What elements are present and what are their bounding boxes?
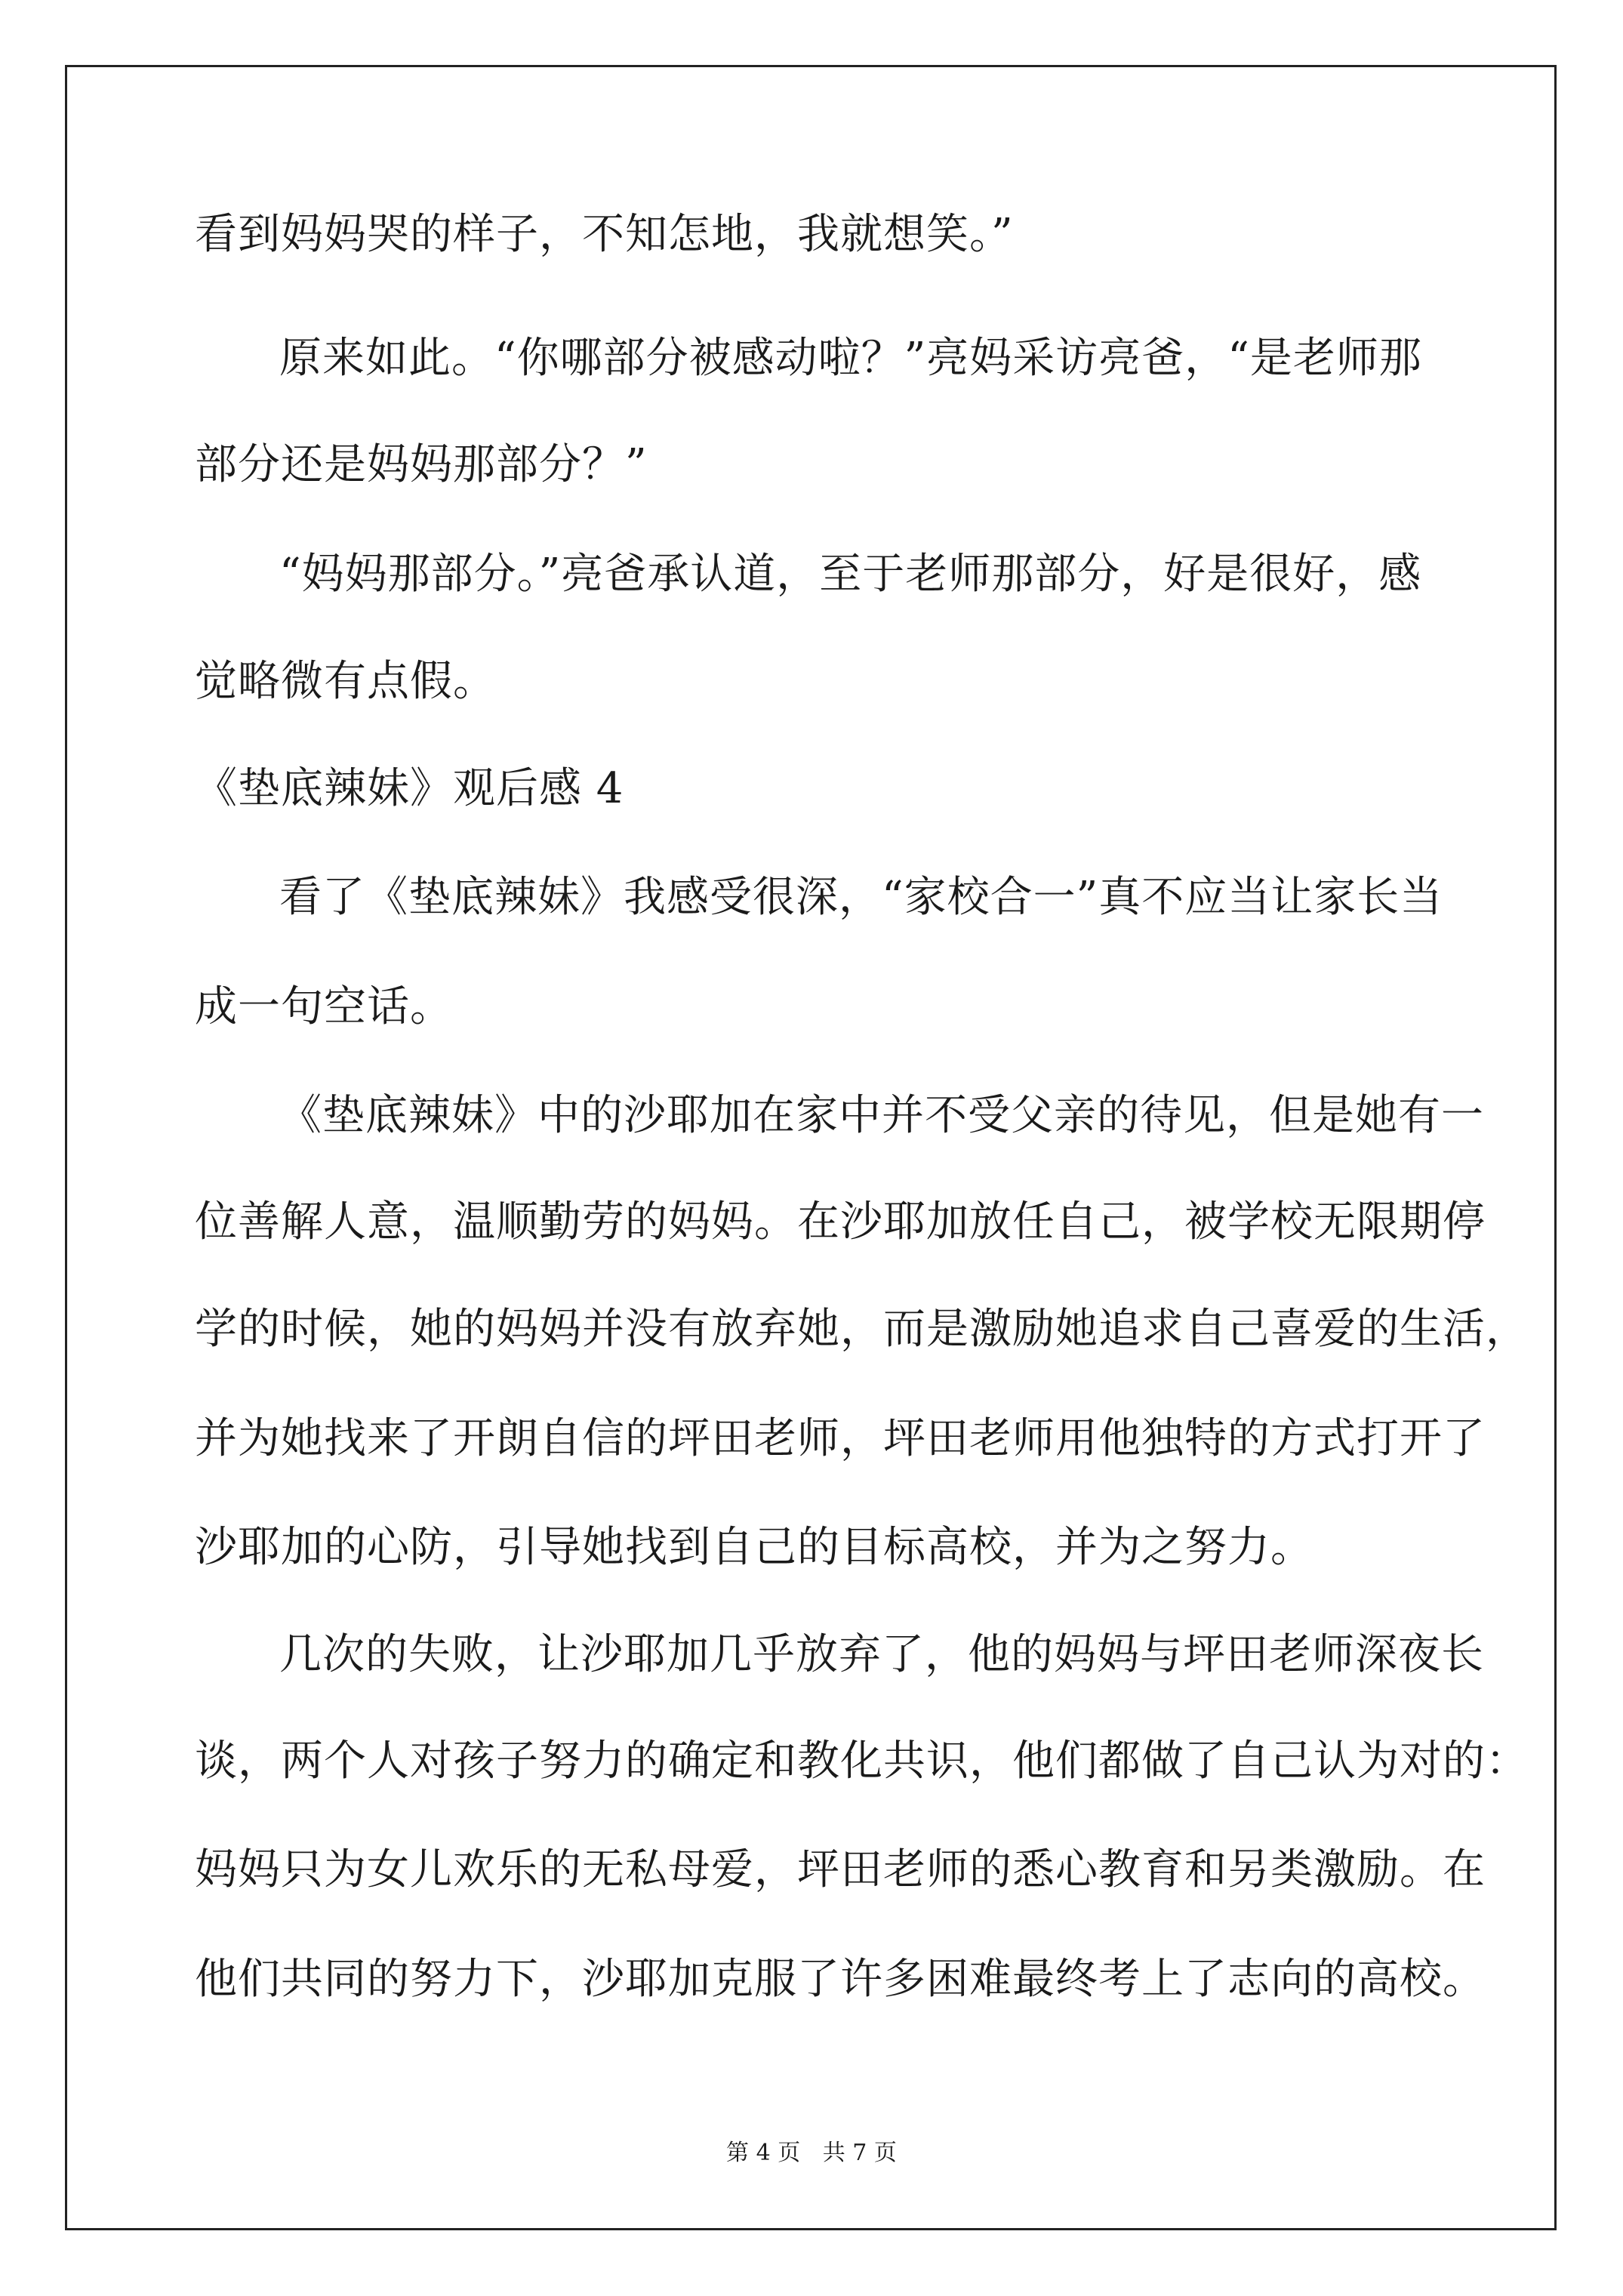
text-line-2: 原来如此。“你哪部分被感动啦？”亮妈采访亮爸，“是老师那 — [279, 334, 1422, 383]
text-line-4: “妈妈那部分。”亮爸承认道，至于老师那部分，好是很好，感 — [279, 550, 1422, 599]
page-footer — [0, 2140, 1623, 2167]
text-line-10: 位善解人意，温顺勤劳的妈妈。在沙耶加放任自己，被学校无限期停 — [195, 1197, 1486, 1247]
page-border — [65, 65, 1557, 2230]
text-line-8: 成一句空话。 — [195, 982, 453, 1031]
text-line-13: 沙耶加的心防，引导她找到自己的目标高校，并为之努力。 — [195, 1523, 1313, 1572]
text-line-15: 谈，两个人对孩子努力的确定和教化共识，他们都做了自己认为对的： — [195, 1737, 1529, 1786]
text-line-17: 他们共同的努力下，沙耶加克服了许多困难最终考上了志向的高校。 — [195, 1955, 1486, 2004]
text-line-7: 看了《垫底辣妹》我感受很深，“家校合一”真不应当让家长当 — [279, 873, 1443, 922]
text-line-5: 觉略微有点假。 — [195, 657, 496, 706]
text-line-12: 并为她找来了开朗自信的坪田老师，坪田老师用他独特的方式打开了 — [195, 1414, 1486, 1463]
text-line-14: 几次的失败，让沙耶加几乎放弃了，他的妈妈与坪田老师深夜长 — [279, 1630, 1484, 1679]
text-line-1: 看到妈妈哭的样子，不知怎地，我就想笑。” — [195, 210, 1014, 259]
text-line-9: 《垫底辣妹》中的沙耶加在家中并不受父亲的待见，但是她有一 — [279, 1091, 1484, 1140]
text-line-3: 部分还是妈妈那部分？” — [195, 440, 648, 489]
text-line-11: 学的时候，她的妈妈并没有放弃她，而是激励她追求自己喜爱的生活， — [195, 1305, 1529, 1354]
section-heading: 《垫底辣妹》观后感 4 — [195, 764, 624, 813]
page-number: 第 4 页 — [726, 2140, 801, 2166]
page-total: 共 7 页 — [822, 2140, 897, 2166]
text-line-16: 妈妈只为女儿欢乐的无私母爱，坪田老师的悉心教育和另类激励。在 — [195, 1845, 1486, 1894]
